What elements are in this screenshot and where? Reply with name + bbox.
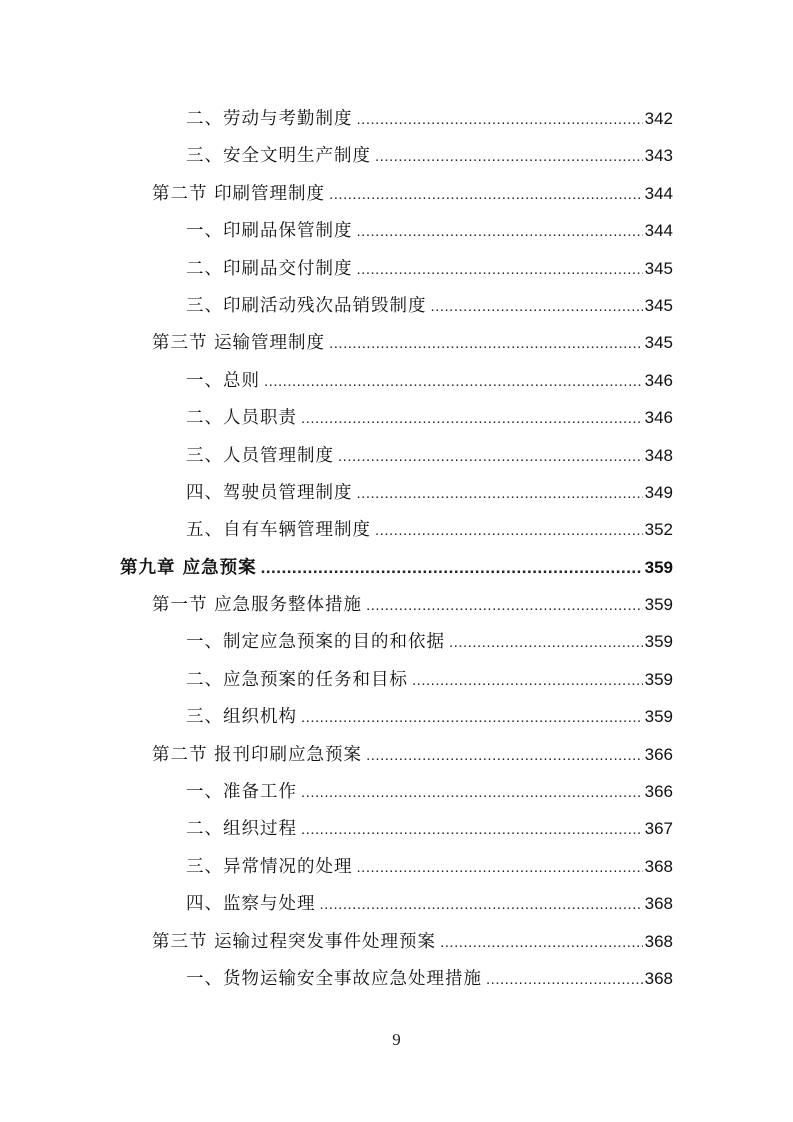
toc-entry-title: 三、印刷活动残次品销毁制度 xyxy=(186,295,427,316)
toc-entry-page: 343 xyxy=(644,146,673,166)
toc-entry-title: 第一节 应急服务整体措施 xyxy=(152,595,363,616)
toc-entry-page: 367 xyxy=(644,819,673,839)
toc-dot-leader xyxy=(329,176,643,213)
toc-entry-title: 第三节 运输过程突发事件处理预案 xyxy=(152,931,437,952)
toc-entry-page: 359 xyxy=(644,632,673,652)
toc-entry-page: 368 xyxy=(644,968,673,988)
toc-entry-title: 二、人员职责 xyxy=(186,408,297,429)
toc-dot-leader xyxy=(301,811,643,848)
toc-dot-leader xyxy=(449,624,643,661)
toc-entry[interactable] xyxy=(0,437,673,474)
toc-entry-page: 359 xyxy=(644,707,673,727)
toc-entry[interactable] xyxy=(0,324,673,361)
toc-entry-page: 366 xyxy=(644,782,673,802)
toc-entry[interactable] xyxy=(0,810,673,847)
toc-entry[interactable] xyxy=(0,661,673,698)
toc-entry[interactable] xyxy=(0,586,673,623)
toc-dot-leader xyxy=(412,662,643,699)
toc-dot-leader xyxy=(261,549,643,586)
toc-entry-page: 359 xyxy=(644,557,673,577)
toc-dot-leader xyxy=(357,213,643,250)
toc-entry-title: 三、异常情况的处理 xyxy=(186,856,353,877)
toc-entry[interactable] xyxy=(0,399,673,436)
toc-entry-title: 一、准备工作 xyxy=(186,782,297,803)
toc-entry-page: 368 xyxy=(644,856,673,876)
toc-entry-title: 三、人员管理制度 xyxy=(186,445,334,466)
toc-entry-title: 一、总则 xyxy=(186,370,260,391)
toc-dot-leader xyxy=(366,587,643,624)
toc-entry-title: 三、安全文明生产制度 xyxy=(186,146,371,167)
table-of-contents xyxy=(0,100,793,997)
toc-entry-page: 346 xyxy=(644,370,673,390)
toc-entry[interactable] xyxy=(0,549,673,586)
toc-entry[interactable] xyxy=(0,923,673,960)
toc-dot-leader xyxy=(264,363,643,400)
toc-entry[interactable] xyxy=(0,250,673,287)
toc-entry-title: 四、驾驶员管理制度 xyxy=(186,482,353,503)
toc-entry-title: 一、货物运输安全事故应急处理措施 xyxy=(186,968,482,989)
toc-entry[interactable] xyxy=(0,100,673,137)
toc-dot-leader xyxy=(431,288,643,325)
toc-entry-title: 二、应急预案的任务和目标 xyxy=(186,669,408,690)
toc-entry-title: 第二节 报刊印刷应急预案 xyxy=(152,744,363,765)
toc-dot-leader xyxy=(357,101,643,138)
toc-entry-title: 二、劳动与考勤制度 xyxy=(186,109,353,129)
page-number: 9 xyxy=(392,1030,401,1049)
toc-entry[interactable] xyxy=(0,773,673,810)
toc-dot-leader xyxy=(301,774,643,811)
toc-entry-page: 342 xyxy=(644,109,673,128)
toc-entry-page: 345 xyxy=(644,295,673,315)
toc-dot-leader xyxy=(301,699,643,736)
toc-dot-leader xyxy=(357,849,643,886)
toc-entry[interactable] xyxy=(0,362,673,399)
toc-entry-title: 一、印刷品保管制度 xyxy=(186,221,353,242)
toc-entry-page: 345 xyxy=(644,258,673,278)
toc-entry[interactable] xyxy=(0,137,673,174)
toc-entry-page: 366 xyxy=(644,744,673,764)
toc-entry-title: 第三节 运输管理制度 xyxy=(152,333,326,354)
toc-entry[interactable] xyxy=(0,848,673,885)
toc-entry-title: 五、自有车辆管理制度 xyxy=(186,520,371,541)
toc-dot-leader xyxy=(357,251,643,288)
toc-entry[interactable] xyxy=(0,175,673,212)
toc-entry[interactable] xyxy=(0,885,673,922)
toc-entry-page: 359 xyxy=(644,595,673,615)
toc-entry-page: 349 xyxy=(644,482,673,502)
toc-entry-page: 368 xyxy=(644,931,673,951)
toc-entry-title: 三、组织机构 xyxy=(186,707,297,728)
toc-entry[interactable] xyxy=(0,698,673,735)
toc-entry-title: 二、组织过程 xyxy=(186,819,297,840)
toc-dot-leader xyxy=(486,961,643,998)
toc-entry[interactable] xyxy=(0,511,673,548)
toc-entry[interactable] xyxy=(0,287,673,324)
toc-entry-page: 346 xyxy=(644,408,673,428)
toc-dot-leader xyxy=(357,475,643,512)
toc-entry-page: 344 xyxy=(644,183,673,203)
toc-entry-page: 348 xyxy=(644,445,673,465)
toc-entry[interactable] xyxy=(0,212,673,249)
toc-entry-page: 352 xyxy=(644,520,673,540)
toc-entry-page: 359 xyxy=(644,669,673,689)
toc-dot-leader xyxy=(440,924,643,961)
toc-entry[interactable] xyxy=(0,960,673,997)
toc-dot-leader xyxy=(320,886,643,923)
toc-entry[interactable] xyxy=(0,474,673,511)
toc-dot-leader xyxy=(375,512,643,549)
toc-entry[interactable] xyxy=(0,736,673,773)
toc-dot-leader xyxy=(375,138,643,175)
toc-dot-leader xyxy=(301,400,643,437)
toc-dot-leader xyxy=(366,737,643,774)
toc-entry-page: 368 xyxy=(644,894,673,914)
toc-entry-title: 第二节 印刷管理制度 xyxy=(152,183,326,204)
toc-entry[interactable] xyxy=(0,623,673,660)
toc-entry-title: 第九章 应急预案 xyxy=(120,557,257,578)
toc-entry-title: 一、制定应急预案的目的和依据 xyxy=(186,632,445,653)
toc-entry-page: 345 xyxy=(644,333,673,353)
toc-entry-title: 二、印刷品交付制度 xyxy=(186,258,353,279)
toc-entry-title: 四、监察与处理 xyxy=(186,894,316,915)
toc-entry-page: 344 xyxy=(644,221,673,241)
toc-dot-leader xyxy=(329,325,643,362)
toc-dot-leader xyxy=(338,438,643,475)
